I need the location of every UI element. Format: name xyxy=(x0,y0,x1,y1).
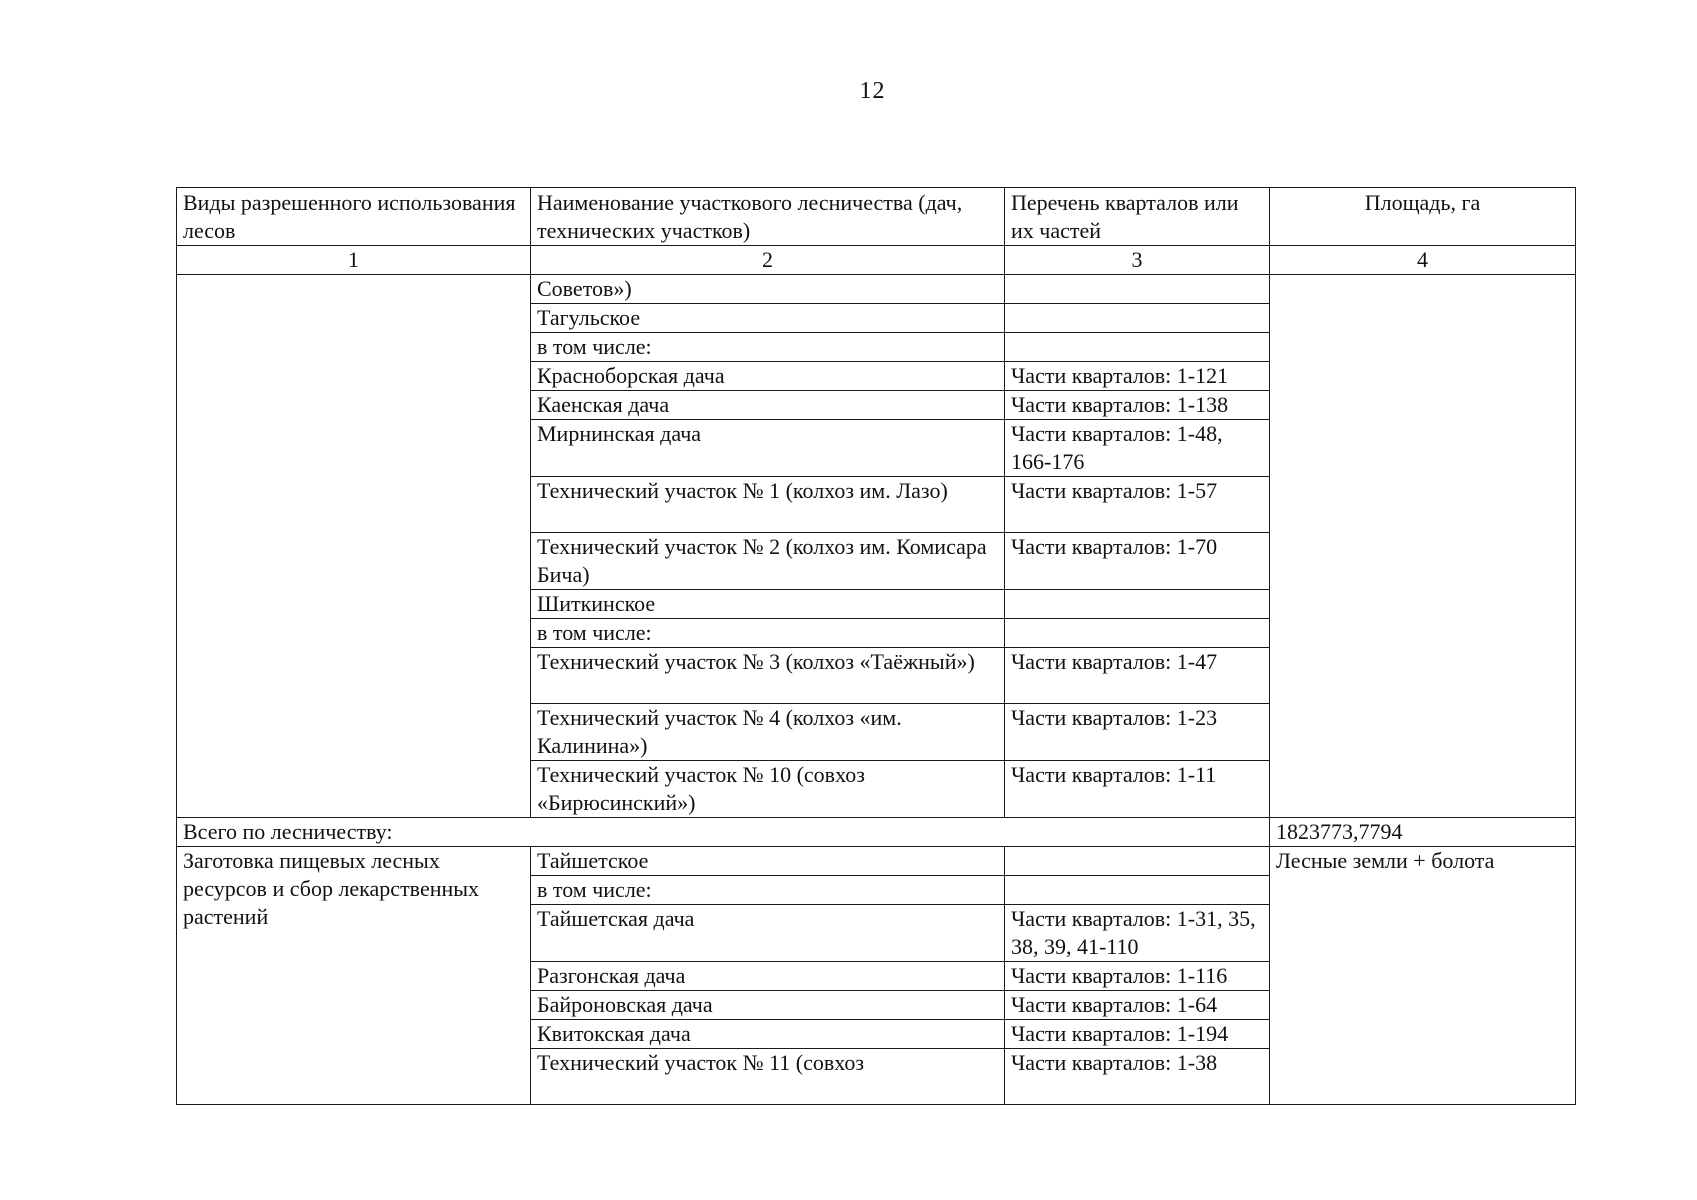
use-type-cell: Заготовка пищевых лесных ресурсов и сбор лекарственных растений xyxy=(177,847,531,1105)
quarters-cell: Части кварталов: 1-23 xyxy=(1005,704,1270,761)
forestry-name-cell: Тагульское xyxy=(531,304,1005,333)
header-use-type: Виды разрешенного использования лесов xyxy=(177,188,531,246)
forestry-name-cell: Квитокская дача xyxy=(531,1020,1005,1049)
column-number: 4 xyxy=(1270,246,1576,275)
total-label: Всего по лесничеству: xyxy=(177,818,1270,847)
quarters-cell: Части кварталов: 1-64 xyxy=(1005,991,1270,1020)
forestry-name-cell: Байроновская дача xyxy=(531,991,1005,1020)
forestry-name-cell: Тайшетское xyxy=(531,847,1005,876)
forestry-name-cell: Разгонская дача xyxy=(531,962,1005,991)
column-number-row xyxy=(177,246,1576,275)
column-number: 3 xyxy=(1005,246,1270,275)
table-row xyxy=(177,275,1576,304)
quarters-cell xyxy=(1005,619,1270,648)
quarters-cell xyxy=(1005,590,1270,619)
quarters-cell xyxy=(1005,847,1270,876)
area-cell: Лесные земли + болота xyxy=(1270,847,1576,1105)
quarters-cell xyxy=(1005,275,1270,304)
column-number: 1 xyxy=(177,246,531,275)
forestry-name-cell: Технический участок № 10 (совхоз «Бирюсинский») xyxy=(531,761,1005,818)
forestry-name-cell: Технический участок № 11 (совхоз xyxy=(531,1049,1005,1105)
quarters-cell: Части кварталов: 1-38 xyxy=(1005,1049,1270,1105)
forestry-name-cell: в том числе: xyxy=(531,876,1005,905)
forestry-name-cell: Технический участок № 1 (колхоз им. Лазо) xyxy=(531,477,1005,533)
quarters-cell: Части кварталов: 1-57 xyxy=(1005,477,1270,533)
forestry-name-cell: Технический участок № 3 (колхоз «Таёжный») xyxy=(531,648,1005,704)
column-number: 2 xyxy=(531,246,1005,275)
forestry-name-cell: Тайшетская дача xyxy=(531,905,1005,962)
quarters-cell: Части кварталов: 1-138 xyxy=(1005,391,1270,420)
total-value: 1823773,7794 xyxy=(1270,818,1576,847)
forestry-name-cell: в том числе: xyxy=(531,619,1005,648)
header-forestry-name: Наименование участкового лесничества (дач, технических участков) xyxy=(531,188,1005,246)
area-cell xyxy=(1270,275,1576,818)
quarters-cell: Части кварталов: 1-194 xyxy=(1005,1020,1270,1049)
forestry-name-cell: Советов») xyxy=(531,275,1005,304)
forestry-name-cell: в том числе: xyxy=(531,333,1005,362)
forestry-name-cell: Мирнинская дача xyxy=(531,420,1005,477)
quarters-cell xyxy=(1005,876,1270,905)
quarters-cell xyxy=(1005,333,1270,362)
forestry-name-cell: Каенская дача xyxy=(531,391,1005,420)
quarters-cell: Части кварталов: 1-47 xyxy=(1005,648,1270,704)
quarters-cell: Части кварталов: 1-116 xyxy=(1005,962,1270,991)
quarters-cell xyxy=(1005,304,1270,333)
use-type-cell xyxy=(177,275,531,818)
forestry-name-cell: Технический участок № 4 (колхоз «им. Калинина») xyxy=(531,704,1005,761)
forest-use-table xyxy=(176,187,1576,1105)
forestry-name-cell: Красноборская дача xyxy=(531,362,1005,391)
forestry-name-cell: Шиткинское xyxy=(531,590,1005,619)
quarters-cell: Части кварталов: 1-70 xyxy=(1005,533,1270,590)
quarters-cell: Части кварталов: 1-48, 166-176 xyxy=(1005,420,1270,477)
quarters-cell: Части кварталов: 1-121 xyxy=(1005,362,1270,391)
header-area: Площадь, га xyxy=(1270,188,1576,246)
quarters-cell: Части кварталов: 1-11 xyxy=(1005,761,1270,818)
header-quarters: Перечень кварталов или их частей xyxy=(1005,188,1270,246)
table-row xyxy=(177,847,1576,876)
quarters-cell: Части кварталов: 1-31, 35, 38, 39, 41-110 xyxy=(1005,905,1270,962)
table-header-row xyxy=(177,188,1576,246)
forestry-name-cell: Технический участок № 2 (колхоз им. Комисара Бича) xyxy=(531,533,1005,590)
total-row xyxy=(177,818,1576,847)
page-number: 12 xyxy=(859,78,886,104)
